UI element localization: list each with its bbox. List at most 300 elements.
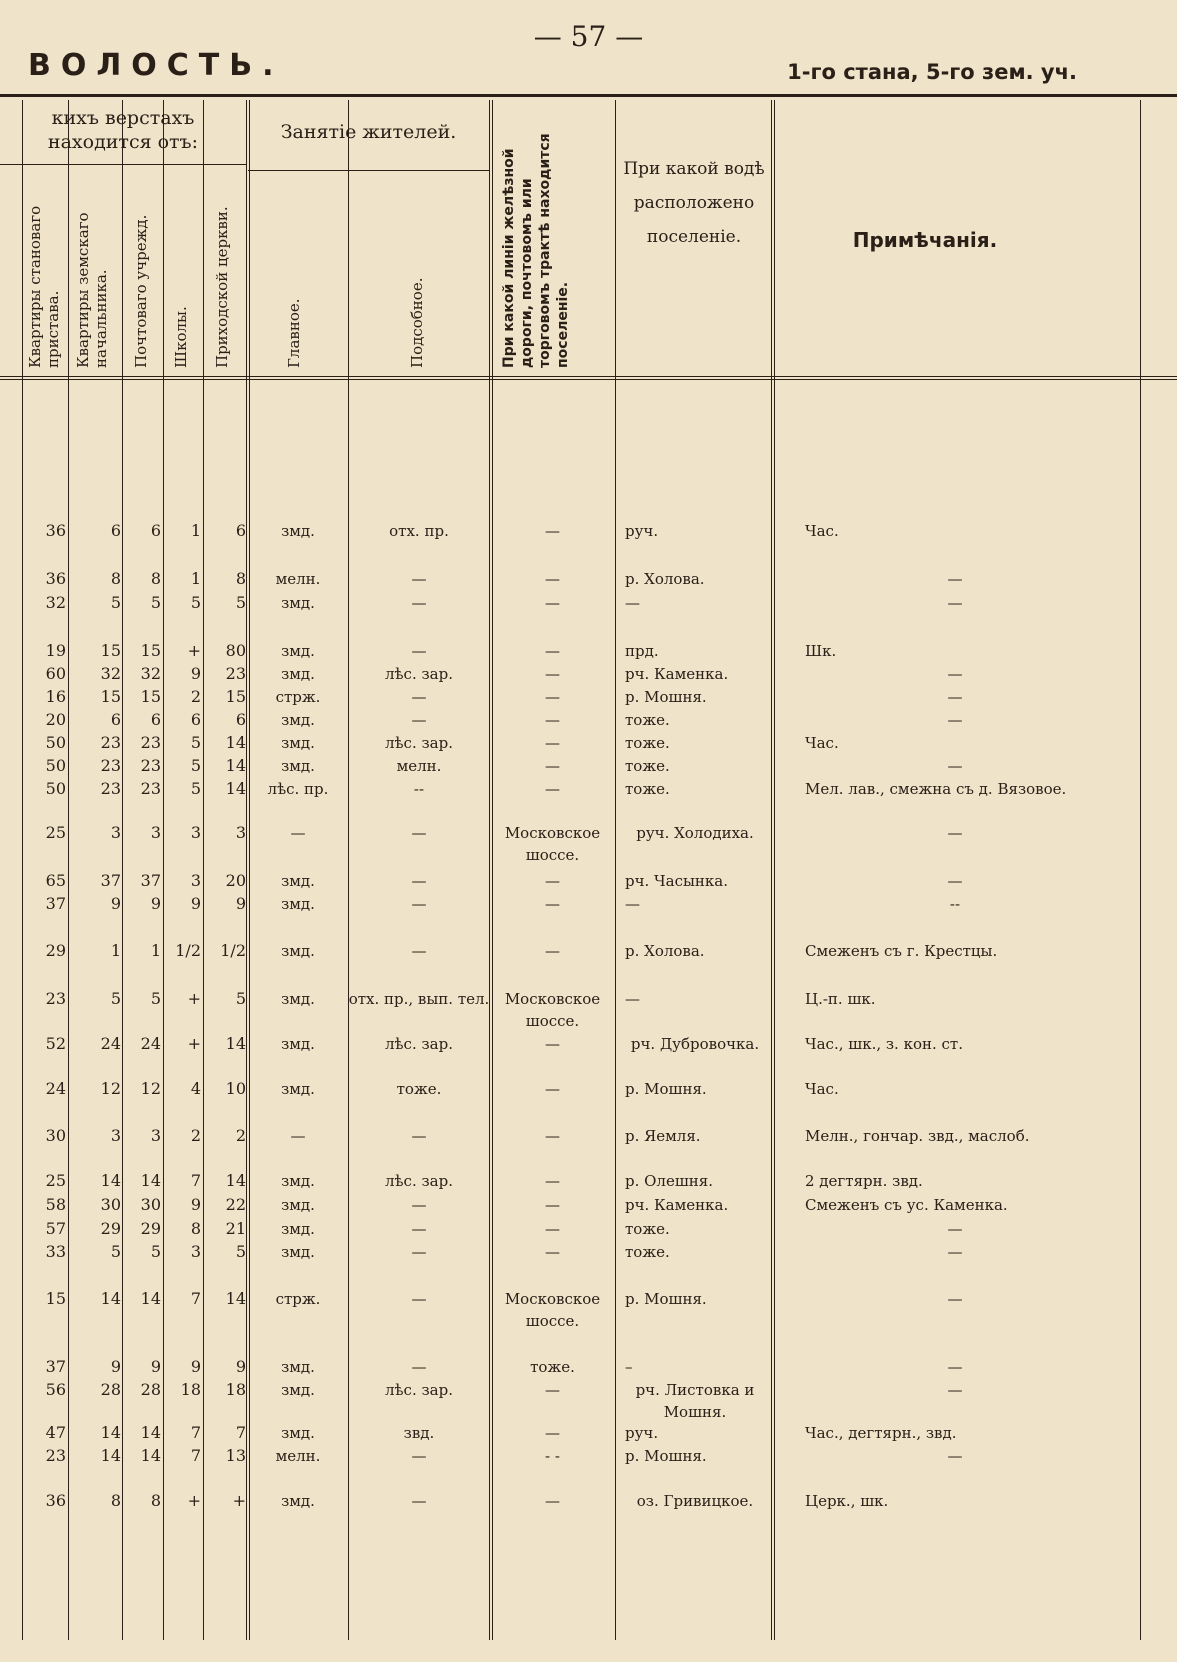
cell-road: —: [545, 522, 560, 540]
cell-aux: —: [411, 872, 427, 890]
cell-post: 5: [150, 1242, 161, 1261]
cell-stanovoy: 50: [45, 756, 66, 775]
cell-post: 14: [140, 1446, 161, 1465]
table-row: [0, 1125, 1177, 1151]
cell-post: 5: [150, 989, 161, 1008]
cell-zemsky: 15: [100, 687, 121, 706]
cell-main: стрж.: [275, 688, 321, 706]
cell-note: 2 дегтярн. звд.: [805, 1172, 923, 1190]
cell-note: —: [947, 1243, 963, 1261]
table-row: [0, 988, 1177, 1030]
cell-road: —: [545, 757, 560, 775]
cell-main: змд.: [281, 1424, 315, 1442]
cell-post: 9: [150, 1357, 161, 1376]
cell-road: —: [545, 711, 560, 729]
cell-aux: —: [411, 711, 427, 729]
cell-stanovoy: 37: [45, 894, 66, 913]
cell-main: змд.: [281, 1492, 315, 1510]
cell-water: р. Мошня.: [625, 1447, 707, 1465]
cell-church: 7: [235, 1423, 246, 1442]
cell-aux: лѣс. зар.: [384, 734, 453, 752]
cell-road: —: [545, 1035, 560, 1053]
cell-aux: звд.: [403, 1424, 435, 1442]
cell-school: +: [187, 1491, 201, 1510]
cell-post: 24: [140, 1034, 161, 1053]
cell-stanovoy: 37: [45, 1357, 66, 1376]
cell-stanovoy: 52: [45, 1034, 66, 1053]
cell-main: змд.: [281, 872, 315, 890]
table-row: [0, 1241, 1177, 1267]
header-aux: Подсобное.: [408, 277, 426, 368]
cell-stanovoy: 36: [45, 1491, 66, 1510]
cell-church: +: [232, 1491, 246, 1510]
cell-aux: отх. пр.: [389, 522, 449, 540]
cell-stanovoy: 57: [45, 1219, 66, 1238]
cell-church: 9: [235, 894, 246, 913]
cell-aux: —: [411, 1492, 427, 1510]
cell-water: прд.: [625, 642, 659, 660]
cell-main: змд.: [281, 990, 315, 1008]
cell-stanovoy: 23: [45, 989, 66, 1008]
cell-church: 15: [225, 687, 246, 706]
cell-main: змд.: [281, 1172, 315, 1190]
cell-main: мелн.: [275, 1447, 321, 1465]
cell-main: змд.: [281, 895, 315, 913]
cell-main: змд.: [281, 1080, 315, 1098]
cell-school: 7: [190, 1289, 201, 1308]
cell-aux: —: [411, 570, 427, 588]
cell-school: 2: [190, 687, 201, 706]
cell-stanovoy: 15: [45, 1289, 66, 1308]
cell-post: 32: [140, 664, 161, 683]
cell-school: 1/2: [175, 941, 201, 960]
cell-main: змд.: [281, 1196, 315, 1214]
cell-note: Час.: [805, 734, 839, 752]
cell-church: 6: [235, 710, 246, 729]
table-row: [0, 1379, 1177, 1421]
cell-stanovoy: 60: [45, 664, 66, 683]
cell-note: —: [947, 1358, 963, 1376]
table-row: [0, 1170, 1177, 1196]
cell-post: 30: [140, 1195, 161, 1214]
cell-water: тоже.: [625, 1243, 670, 1261]
page-number: — 57 —: [533, 20, 644, 53]
cell-zemsky: 5: [110, 989, 121, 1008]
cell-stanovoy: 36: [45, 521, 66, 540]
cell-aux: лѣс. зар.: [384, 665, 453, 683]
cell-water: тоже.: [625, 711, 670, 729]
cell-note: Мел. лав., смежна съ д. Вязовое.: [805, 780, 1067, 798]
cell-road: —: [545, 570, 560, 588]
cell-church: 8: [235, 569, 246, 588]
top-rule: [0, 94, 1177, 97]
cell-post: 14: [140, 1289, 161, 1308]
cell-water: —: [625, 594, 640, 612]
cell-water: оз. Гривицкое.: [636, 1492, 754, 1510]
cell-note: Смеженъ съ г. Крестцы.: [805, 942, 998, 960]
table-row: [0, 1490, 1177, 1516]
cell-main: стрж.: [275, 1290, 321, 1308]
cell-zemsky: 12: [100, 1079, 121, 1098]
table-row: [0, 592, 1177, 618]
cell-road: —: [545, 642, 560, 660]
cell-note: —: [947, 711, 963, 729]
cell-church: 22: [225, 1195, 246, 1214]
cell-road: —: [545, 1492, 560, 1510]
cell-school: 7: [190, 1171, 201, 1190]
cell-note: —: [947, 570, 963, 588]
cell-church: 10: [225, 1079, 246, 1098]
cell-school: 3: [190, 871, 201, 890]
cell-main: лѣс. пр.: [267, 780, 329, 798]
cell-post: 5: [150, 593, 161, 612]
table-row: [0, 893, 1177, 919]
cell-stanovoy: 24: [45, 1079, 66, 1098]
cell-church: 2: [235, 1126, 246, 1145]
cell-aux: —: [411, 1127, 427, 1145]
cell-school: +: [187, 641, 201, 660]
cell-note: —: [947, 688, 963, 706]
cell-note: —: [947, 1447, 963, 1465]
cell-water: рч. Каменка.: [625, 1196, 729, 1214]
table-row: [0, 1194, 1177, 1220]
cell-water: р. Мошня.: [625, 1290, 707, 1308]
cell-main: змд.: [281, 1381, 315, 1399]
header-zemsky: Квартиры земскаго начальника.: [74, 212, 110, 368]
cell-school: 5: [190, 733, 201, 752]
cell-stanovoy: 29: [45, 941, 66, 960]
cell-zemsky: 15: [100, 641, 121, 660]
cell-zemsky: 29: [100, 1219, 121, 1238]
cell-church: 14: [225, 733, 246, 752]
cell-main: змд.: [281, 642, 315, 660]
cell-post: 3: [150, 1126, 161, 1145]
cell-note: --: [949, 895, 961, 913]
cell-school: 5: [190, 779, 201, 798]
table-row: [0, 1288, 1177, 1330]
cell-stanovoy: 58: [45, 1195, 66, 1214]
cell-church: 13: [225, 1446, 246, 1465]
cell-water: руч.: [625, 522, 659, 540]
cell-church: 18: [225, 1380, 246, 1399]
cell-main: змд.: [281, 665, 315, 683]
cell-post: 12: [140, 1079, 161, 1098]
cell-aux: лѣс. зар.: [384, 1381, 453, 1399]
cell-aux: отх. пр., вып. тел.: [348, 990, 490, 1008]
cell-water: руч.: [625, 1424, 659, 1442]
header-notes: Примѣчанія.: [852, 228, 998, 252]
cell-aux: —: [411, 1196, 427, 1214]
cell-post: 23: [140, 756, 161, 775]
cell-school: 7: [190, 1423, 201, 1442]
cell-road: —: [545, 734, 560, 752]
cell-aux: мелн.: [396, 757, 442, 775]
cell-road: —: [545, 780, 560, 798]
cell-road: тоже.: [530, 1358, 575, 1376]
cell-aux: —: [411, 1447, 427, 1465]
cell-water: рч. Часынка.: [625, 872, 729, 890]
cell-note: Час., дегтярн., звд.: [805, 1424, 957, 1442]
cell-water: р. Мошня.: [625, 688, 707, 706]
cell-zemsky: 3: [110, 823, 121, 842]
cell-church: 20: [225, 871, 246, 890]
cell-stanovoy: 25: [45, 1171, 66, 1190]
cell-stanovoy: 33: [45, 1242, 66, 1261]
cell-stanovoy: 50: [45, 733, 66, 752]
cell-school: 5: [190, 756, 201, 775]
cell-zemsky: 14: [100, 1171, 121, 1190]
table-row: [0, 1033, 1177, 1059]
cell-aux: —: [411, 642, 427, 660]
cell-school: 3: [190, 823, 201, 842]
cell-post: 14: [140, 1423, 161, 1442]
cell-aux: —: [411, 824, 427, 842]
cell-road: Московское шоссе.: [504, 990, 601, 1030]
cell-stanovoy: 20: [45, 710, 66, 729]
cell-road: —: [545, 1172, 560, 1190]
cell-church: 80: [225, 641, 246, 660]
cell-church: 5: [235, 989, 246, 1008]
cell-stanovoy: 65: [45, 871, 66, 890]
cell-zemsky: 14: [100, 1423, 121, 1442]
cell-post: 3: [150, 823, 161, 842]
cell-note: —: [947, 594, 963, 612]
cell-church: 14: [225, 779, 246, 798]
cell-stanovoy: 36: [45, 569, 66, 588]
table-row: [0, 568, 1177, 594]
cell-stanovoy: 23: [45, 1446, 66, 1465]
cell-main: змд.: [281, 942, 315, 960]
table-row: [0, 520, 1177, 546]
cell-water: рч. Листовка и Мошня.: [635, 1381, 755, 1421]
cell-water: рч. Каменка.: [625, 665, 729, 683]
cell-aux: —: [411, 1358, 427, 1376]
cell-main: змд.: [281, 757, 315, 775]
cell-road: —: [545, 688, 560, 706]
cell-note: Смеженъ съ ус. Каменка.: [805, 1196, 1008, 1214]
cell-zemsky: 6: [110, 521, 121, 540]
cell-water: тоже.: [625, 757, 670, 775]
cell-main: —: [290, 1127, 306, 1145]
cell-post: 37: [140, 871, 161, 890]
cell-water: р. Холова.: [625, 570, 705, 588]
cell-stanovoy: 32: [45, 593, 66, 612]
cell-water: р. Олешня.: [625, 1172, 714, 1190]
cell-stanovoy: 19: [45, 641, 66, 660]
cell-note: Час.: [805, 1080, 839, 1098]
cell-zemsky: 1: [110, 941, 121, 960]
header-occupation-group: Занятіе жителей.: [280, 121, 457, 143]
cell-zemsky: 23: [100, 733, 121, 752]
cell-zemsky: 24: [100, 1034, 121, 1053]
cell-post: 6: [150, 710, 161, 729]
header-water: При какой водѣ расположено поселеніе.: [623, 159, 765, 247]
cell-aux: —: [411, 594, 427, 612]
cell-church: 14: [225, 756, 246, 775]
cell-aux: —: [411, 1243, 427, 1261]
page-title-left: ВОЛОСТЬ.: [28, 48, 284, 83]
cell-water: рч. Дубровочка.: [630, 1035, 760, 1053]
cell-water: –: [625, 1358, 633, 1376]
cell-note: —: [947, 872, 963, 890]
cell-water: р. Яемля.: [625, 1127, 701, 1145]
cell-zemsky: 5: [110, 1242, 121, 1261]
cell-post: 9: [150, 894, 161, 913]
cell-church: 9: [235, 1357, 246, 1376]
cell-zemsky: 30: [100, 1195, 121, 1214]
cell-main: змд.: [281, 594, 315, 612]
cell-school: 5: [190, 593, 201, 612]
cell-school: 7: [190, 1446, 201, 1465]
cell-post: 8: [150, 569, 161, 588]
cell-church: 23: [225, 664, 246, 683]
cell-road: —: [545, 872, 560, 890]
cell-church: 3: [235, 823, 246, 842]
cell-main: змд.: [281, 711, 315, 729]
cell-stanovoy: 30: [45, 1126, 66, 1145]
table-row: [0, 940, 1177, 966]
cell-school: 9: [190, 1357, 201, 1376]
cell-road: —: [545, 942, 560, 960]
cell-aux: —: [411, 895, 427, 913]
cell-school: +: [187, 1034, 201, 1053]
cell-aux: —: [411, 942, 427, 960]
cell-note: Час.: [805, 522, 839, 540]
cell-note: —: [947, 665, 963, 683]
cell-post: 29: [140, 1219, 161, 1238]
cell-post: 15: [140, 687, 161, 706]
cell-zemsky: 37: [100, 871, 121, 890]
cell-road: —: [545, 594, 560, 612]
cell-church: 14: [225, 1034, 246, 1053]
cell-post: 1: [150, 941, 161, 960]
cell-church: 14: [225, 1171, 246, 1190]
cell-zemsky: 3: [110, 1126, 121, 1145]
cell-school: 2: [190, 1126, 201, 1145]
cell-church: 5: [235, 593, 246, 612]
cell-road: —: [545, 1243, 560, 1261]
cell-main: змд.: [281, 1220, 315, 1238]
cell-road: —: [545, 1080, 560, 1098]
page-title-right: 1-го стана, 5-го зем. уч.: [787, 60, 1077, 84]
cell-church: 1/2: [220, 941, 246, 960]
cell-water: —: [625, 990, 640, 1008]
cell-note: Мелн., гончар. звд., маслоб.: [805, 1127, 1030, 1145]
cell-road: —: [545, 1424, 560, 1442]
cell-zemsky: 8: [110, 1491, 121, 1510]
cell-road: —: [545, 895, 560, 913]
header-post: Почтоваго учрежд.: [132, 214, 150, 368]
cell-road: —: [545, 1381, 560, 1399]
cell-church: 5: [235, 1242, 246, 1261]
cell-post: 14: [140, 1171, 161, 1190]
cell-main: змд.: [281, 1358, 315, 1376]
cell-post: 6: [150, 521, 161, 540]
cell-zemsky: 28: [100, 1380, 121, 1399]
cell-road: Московское шоссе.: [504, 1290, 601, 1330]
cell-water: р. Мошня.: [625, 1080, 707, 1098]
cell-zemsky: 9: [110, 1357, 121, 1376]
cell-water: тоже.: [625, 1220, 670, 1238]
cell-school: 8: [190, 1219, 201, 1238]
cell-school: +: [187, 989, 201, 1008]
cell-main: змд.: [281, 1243, 315, 1261]
cell-zemsky: 5: [110, 593, 121, 612]
cell-aux: —: [411, 1220, 427, 1238]
header-road: При какой линіи желѣзной дороги, почтовомъ или торговомъ трактѣ находится поселеніе.: [501, 133, 571, 368]
cell-main: змд.: [281, 734, 315, 752]
cell-post: 23: [140, 779, 161, 798]
cell-school: 3: [190, 1242, 201, 1261]
cell-note: —: [947, 757, 963, 775]
cell-stanovoy: 25: [45, 823, 66, 842]
cell-stanovoy: 50: [45, 779, 66, 798]
cell-aux: лѣс. зар.: [384, 1172, 453, 1190]
cell-stanovoy: 16: [45, 687, 66, 706]
table-row: [0, 822, 1177, 864]
header-stanovoy: Квартиры становаго пристава.: [26, 205, 62, 368]
cell-school: 18: [180, 1380, 201, 1399]
cell-road: —: [545, 1220, 560, 1238]
table-row: [0, 1445, 1177, 1471]
header-main: Главное.: [285, 298, 303, 368]
cell-aux: лѣс. зар.: [384, 1035, 453, 1053]
cell-note: Шк.: [805, 642, 837, 660]
cell-water: —: [625, 895, 640, 913]
cell-water: руч. Холодиха.: [636, 824, 754, 842]
header-church: Приходской церкви.: [213, 206, 231, 368]
cell-aux: —: [411, 1290, 427, 1308]
cell-post: 23: [140, 733, 161, 752]
cell-school: 6: [190, 710, 201, 729]
cell-stanovoy: 56: [45, 1380, 66, 1399]
cell-main: змд.: [281, 522, 315, 540]
cell-school: 9: [190, 664, 201, 683]
cell-school: 4: [190, 1079, 201, 1098]
cell-post: 28: [140, 1380, 161, 1399]
cell-main: —: [290, 824, 306, 842]
cell-note: —: [947, 824, 963, 842]
cell-school: 1: [190, 521, 201, 540]
cell-note: Час., шк., з. кон. ст.: [805, 1035, 963, 1053]
cell-main: змд.: [281, 1035, 315, 1053]
cell-zemsky: 23: [100, 756, 121, 775]
cell-note: —: [947, 1290, 963, 1308]
header-school: Школы.: [172, 306, 190, 368]
cell-road: Московское шоссе.: [504, 824, 601, 864]
cell-road: —: [545, 1127, 560, 1145]
cell-aux: тоже.: [396, 1080, 442, 1098]
table-row: [0, 1078, 1177, 1104]
cell-church: 14: [225, 1289, 246, 1308]
cell-school: 9: [190, 1195, 201, 1214]
cell-water: р. Холова.: [625, 942, 705, 960]
cell-road: —: [545, 1196, 560, 1214]
cell-school: 1: [190, 569, 201, 588]
cell-zemsky: 6: [110, 710, 121, 729]
cell-post: 8: [150, 1491, 161, 1510]
cell-post: 15: [140, 641, 161, 660]
cell-road: - -: [545, 1447, 560, 1465]
cell-zemsky: 8: [110, 569, 121, 588]
cell-zemsky: 14: [100, 1289, 121, 1308]
table-row: [0, 778, 1177, 804]
cell-zemsky: 14: [100, 1446, 121, 1465]
cell-main: мелн.: [275, 570, 321, 588]
sub-rule-occupation: [248, 170, 489, 171]
cell-church: 6: [235, 521, 246, 540]
cell-aux: --: [413, 780, 425, 798]
